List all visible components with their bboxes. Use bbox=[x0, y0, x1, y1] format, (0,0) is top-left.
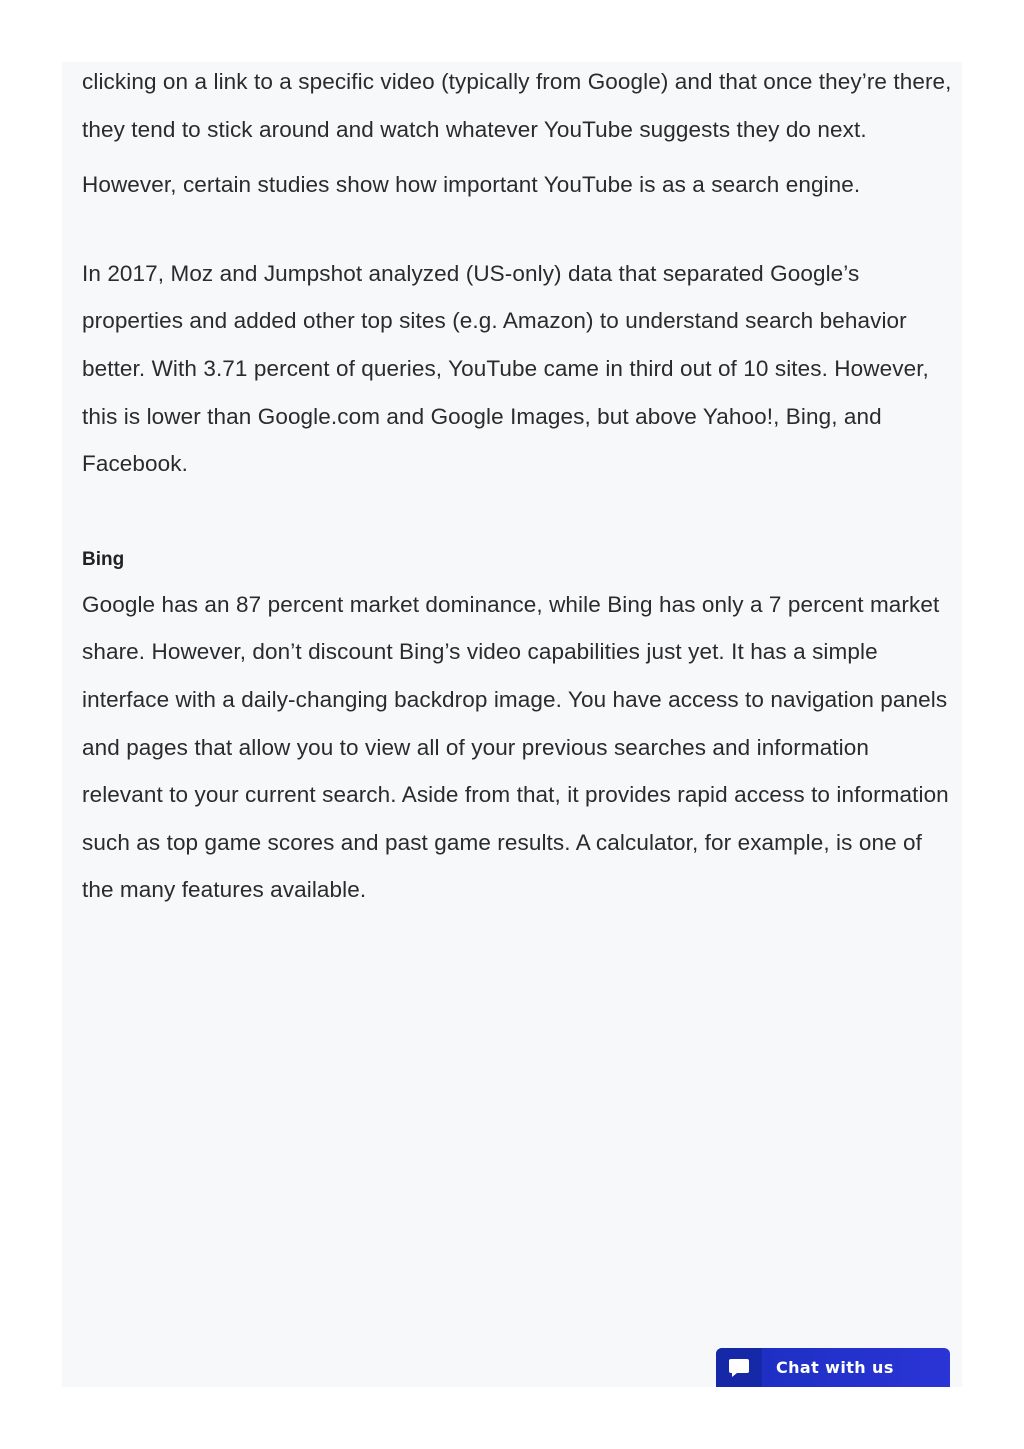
section-heading-bing: Bing bbox=[82, 548, 125, 570]
article-paragraph: In 2017, Moz and Jumpshot analyzed (US-only) data that separated Google’s properties and added other top sites (e.g. Amazon) to understand search behavior better. With 3.71 percent of queries, YouTube came in third out of 10 sites. However, this is lower than Google.com and Google Images, but above Yahoo!, Bing, and Facebook. bbox=[82, 260, 929, 477]
chat-with-us-label: Chat with us bbox=[776, 1358, 894, 1377]
chat-with-us-button[interactable] bbox=[716, 1348, 950, 1387]
article-paragraph: Google has an 87 percent market dominance, while Bing has only a 7 percent market share. However, don’t discount Bing’s video capabilities just yet. It has a simple interface with a daily-changing backdrop image. You have access to navigation panels and pages that allow you to view all of your previous searches and information relevant to your current search. Aside from that, it provides rapid access to information such as top game scores and past game results. A calculator, for example, is one of the many features available. bbox=[82, 591, 949, 903]
chat-bubble-icon bbox=[716, 1348, 762, 1387]
article-paragraph: However, certain studies show how important YouTube is as a search engine. bbox=[82, 172, 861, 198]
article-body bbox=[82, 58, 952, 914]
article-paragraph: clicking on a link to a specific video (typically from Google) and that once they’re there, they tend to stick around and watch whatever YouTube suggests they do next. bbox=[82, 69, 952, 142]
